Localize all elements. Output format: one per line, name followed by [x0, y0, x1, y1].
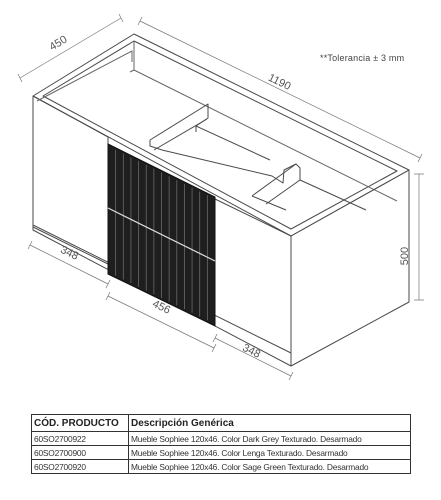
cabinet-top-outer: [33, 34, 409, 236]
column-header-description: Descripción Genérica: [129, 415, 411, 432]
dim-depth-label: 450: [47, 33, 70, 54]
product-description: Mueble Sophiee 120x46. Color Sage Green Texturado. Desarmado: [129, 460, 411, 474]
dim-line-width: [140, 21, 420, 158]
product-code: 60SO2700920: [32, 460, 129, 474]
dim-drawer-label: 456: [150, 297, 173, 317]
dim-height-label: 500: [399, 246, 411, 266]
dim-left-door-label: 348: [58, 243, 81, 263]
table-header-row: [32, 415, 411, 432]
product-description: Mueble Sophiee 120x46. Color Lenga Texturado. Desarmado: [129, 446, 411, 460]
left-door: [33, 96, 108, 264]
table-row: [32, 460, 411, 474]
product-code: 60SO2700922: [32, 432, 129, 446]
cabinet-top-inner: [43, 41, 397, 229]
product-description: Mueble Sophiee 120x46. Color Dark Grey Texturado. Desarmado: [129, 432, 411, 446]
dim-right-door-label: 348: [240, 341, 263, 361]
table-row: [32, 446, 411, 460]
slatted-drawer-front: [108, 144, 215, 326]
tolerance-note: **Tolerancia ± 3 mm: [320, 53, 405, 63]
cabinet-right-side: [291, 170, 409, 366]
product-code: 60SO2700900: [32, 446, 129, 460]
dim-width-label: 1190: [266, 71, 293, 93]
dim-line-depth: [20, 18, 121, 78]
inner-partition-left: [37, 51, 132, 101]
right-door: [215, 199, 291, 236]
product-table: [31, 414, 411, 474]
column-header-code: CÓD. PRODUCTO: [32, 415, 129, 432]
table-row: [32, 432, 411, 446]
